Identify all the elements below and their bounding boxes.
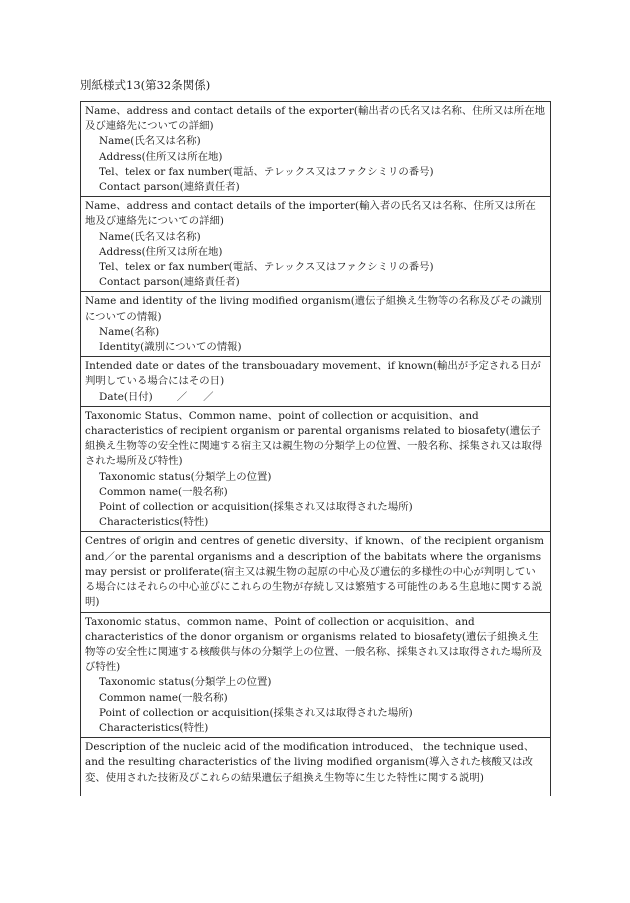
section-importer xyxy=(81,197,550,292)
field-name: Name(氏名又は名称) xyxy=(99,230,201,243)
section-donor-taxonomy xyxy=(81,613,550,739)
section-title: Name、address and contact details of the importer(輸入者の氏名又は名称、住所又は所在地及び連絡先についての詳細) xyxy=(85,200,536,228)
field-tel: Tel、telex or fax number(電話、テレックス又はファクシミリの番号) xyxy=(99,261,434,274)
field-address: Address(住所又は所在地) xyxy=(99,150,223,163)
section-movement-date xyxy=(81,357,550,407)
section-title: Centres of origin and centres of genetic diversity、if known、of the recipient organism and／or the parental organisms and a description of the babitats where the organisms may persist or proliferate(宿主又は親生物の起原の中心及び遺伝的多様性の中心が判明している場合にはそれらの中心並びにこれらの生物が存続し又は繁殖する可能性のある生息地に関する説明) xyxy=(85,535,545,609)
field-common-name: Common name(一般名称) xyxy=(99,691,228,704)
section-title: Name、address and contact details of the exporter(輸出者の氏名又は名称、住所又は所在地及び連絡先についての詳細) xyxy=(85,105,545,133)
section-lmo-identity xyxy=(81,292,550,357)
field-collection-point: Point of collection or acquisition(採集され又は取得された場所) xyxy=(99,706,413,719)
form-table xyxy=(80,101,551,796)
date-row xyxy=(85,390,546,405)
field-collection-point: Point of collection or acquisition(採集され又は取得された場所) xyxy=(99,501,413,514)
section-title: Intended date or dates of the transbouadary movement、if known(輸出が予定される日が判明している場合にはその日) xyxy=(85,360,541,388)
form-header: 別紙様式13(第32条関係) xyxy=(80,78,211,92)
field-contact: Contact parson(連絡責任者) xyxy=(99,181,240,194)
field-address: Address(住所又は所在地) xyxy=(99,245,223,258)
date-label: Date(日付) xyxy=(99,390,153,403)
field-name: Name(名称) xyxy=(99,325,160,338)
section-title: Name and identity of the living modified organism(遺伝子組換え生物等の名称及びその識別についての情報) xyxy=(85,295,542,323)
date-slash: ／ xyxy=(176,390,188,403)
section-title: Taxonomic status、common name、Point of collection or acquisition、and characteristics of the donor organism or organisms related to biosafety(遺伝子組換え生物等の安全性に関連する核酸供与体の分類学上の位置、一般名称、採集され又は取得された場所及び特性) xyxy=(85,615,543,674)
date-slash: ／ xyxy=(203,390,214,403)
field-name: Name(氏名又は名称) xyxy=(99,135,201,148)
field-tel: Tel、telex or fax number(電話、テレックス又はファクシミリの番号) xyxy=(99,165,434,178)
section-recipient-taxonomy xyxy=(81,407,550,533)
field-common-name: Common name(一般名称) xyxy=(99,485,228,498)
field-taxonomic-status: Taxonomic status(分類学上の位置) xyxy=(99,470,272,483)
section-title: Description of the nucleic acid of the modification introduced、 the technique used、and the resulting characteristics of the living modified organism(導入された核酸又は改変、使用された技術及びこれらの結果遺伝子組換え生物等に生じた特性に関する説明) xyxy=(85,741,535,784)
section-nucleic-acid xyxy=(81,738,550,796)
section-title: Taxonomic Status、Common name、point of collection or acquisition、and characteristics of recipient organism or parental organisms related to biosafety(遺伝子組換え生物等の安全性に関連する宿主又は親生物の分類学上の位置、一般名称、採集され又は取得された場所及び特性) xyxy=(85,409,543,468)
field-taxonomic-status: Taxonomic status(分類学上の位置) xyxy=(99,676,272,689)
section-centres-of-origin xyxy=(81,532,550,612)
section-exporter xyxy=(81,102,550,197)
field-identity: Identity(識別についての情報) xyxy=(99,341,242,354)
field-contact: Contact parson(連絡責任者) xyxy=(99,276,240,289)
field-characteristics: Characteristics(特性) xyxy=(99,516,209,529)
field-characteristics: Characteristics(特性) xyxy=(99,721,209,734)
